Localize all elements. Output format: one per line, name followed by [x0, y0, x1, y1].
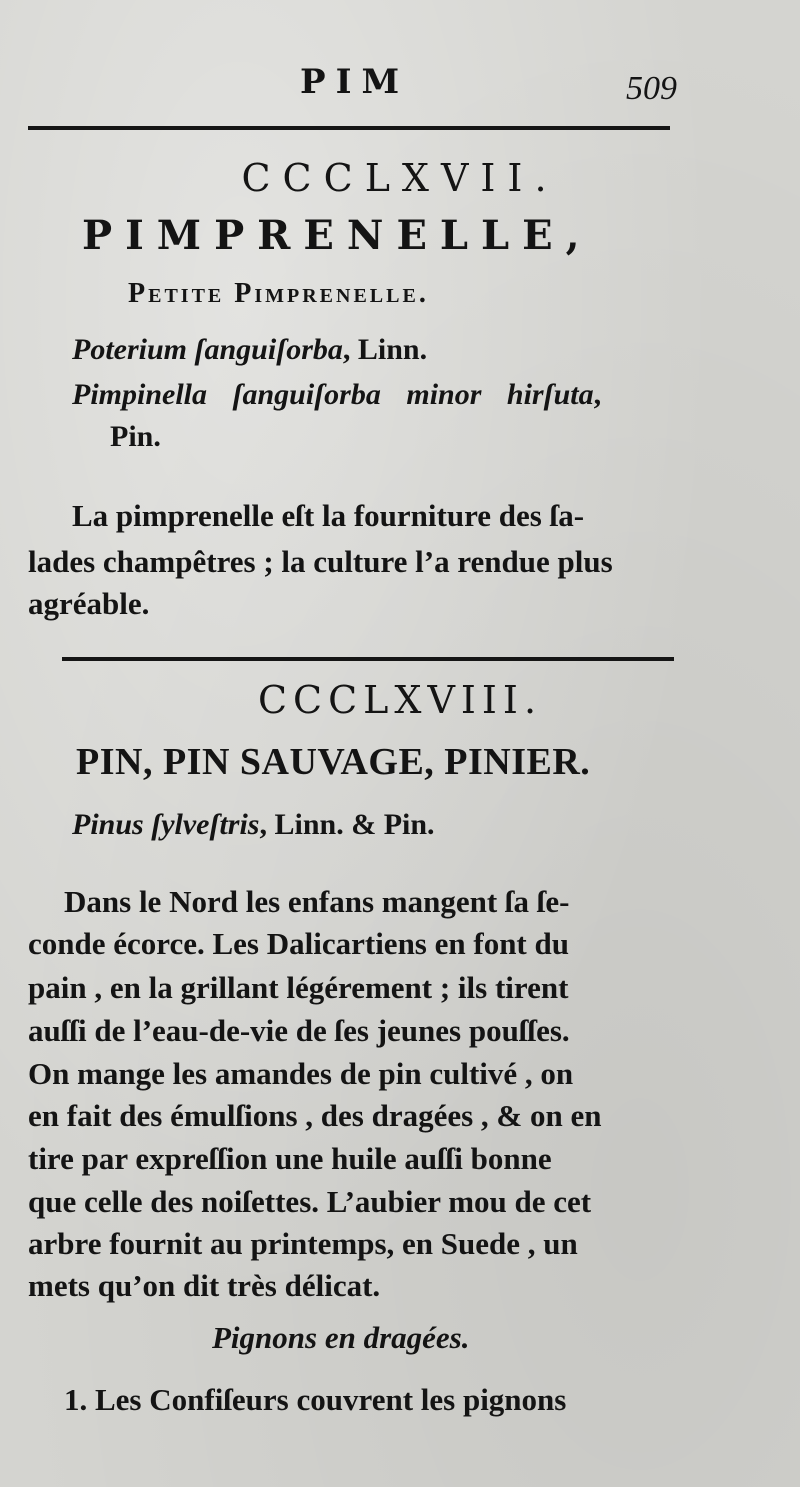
- entry-367-synonym-2: [72, 378, 682, 412]
- section-rule: [62, 657, 674, 661]
- entry-368-synonym: [72, 808, 435, 842]
- head-rule: [28, 126, 670, 130]
- synonym-author: Pin.: [110, 420, 161, 453]
- entry-367-synonym-1: [72, 333, 427, 367]
- page-number: 509: [626, 70, 677, 107]
- entry-368-body-line-7: tire par expreſſion une huile auſſi bonne: [28, 1141, 552, 1176]
- entry-367-body-line-2: lades champêtres ; la culture l’a rendue plus: [28, 544, 613, 579]
- entry-368-body-line-10: mets qu’on dit très délicat.: [28, 1268, 381, 1303]
- recipe-title: Pignons en dragées.: [212, 1320, 470, 1355]
- running-title: PIM: [300, 62, 410, 102]
- entry-368-heading: PIN, PIN SAUVAGE, PINIER.: [76, 741, 591, 783]
- entry-368-body-line-3: pain , en la grillant légérement ; ils tirent: [28, 970, 569, 1005]
- entry-368-body-line-5: On mange les amandes de pin cultivé , on: [28, 1056, 574, 1091]
- synonym-latin: Pimpinella ſanguiſorba minor hirſuta: [72, 378, 594, 411]
- entry-367-body-line-1: La pimprenelle eſt la fourniture des ſa-: [72, 498, 585, 533]
- recipe-first-line: 1. Les Confiſeurs couvrent les pignons: [64, 1382, 567, 1417]
- entry-368-body-line-9: arbre fournit au printemps, en Suede , un: [28, 1226, 578, 1261]
- entry-368-body-line-8: que celle des noiſettes. L’aubier mou de cet: [28, 1184, 592, 1219]
- entry-367-body-line-3: agréable.: [28, 586, 150, 621]
- entry-367-number: CCCLXVII.: [241, 156, 559, 200]
- synonym-author: ,: [593, 378, 602, 411]
- synonym-latin: Poterium ſanguiſorba: [72, 333, 343, 366]
- entry-367-subheading: Petite Pimprenelle.: [128, 278, 429, 309]
- entry-368-body-line-2: conde écorce. Les Dalicartiens en font du: [28, 926, 569, 961]
- entry-368-body-line-6: en fait des émulſions , des dragées , & on en: [28, 1098, 602, 1133]
- synonym-author: , Linn. & Pin.: [259, 808, 435, 841]
- entry-368-number: CCCLXVIII.: [257, 678, 543, 722]
- entry-367-synonym-3: [110, 420, 161, 454]
- entry-367-heading: PIMPRENELLE,: [82, 212, 593, 259]
- synonym-author: , Linn.: [342, 333, 428, 366]
- entry-368-body-line-1: Dans le Nord les enfans mangent ſa ſe-: [64, 884, 570, 919]
- synonym-latin: Pinus ſylveſtris: [72, 808, 260, 841]
- entry-368-body-line-4: auſſi de l’eau-de-vie de ſes jeunes pouſſes.: [28, 1013, 570, 1048]
